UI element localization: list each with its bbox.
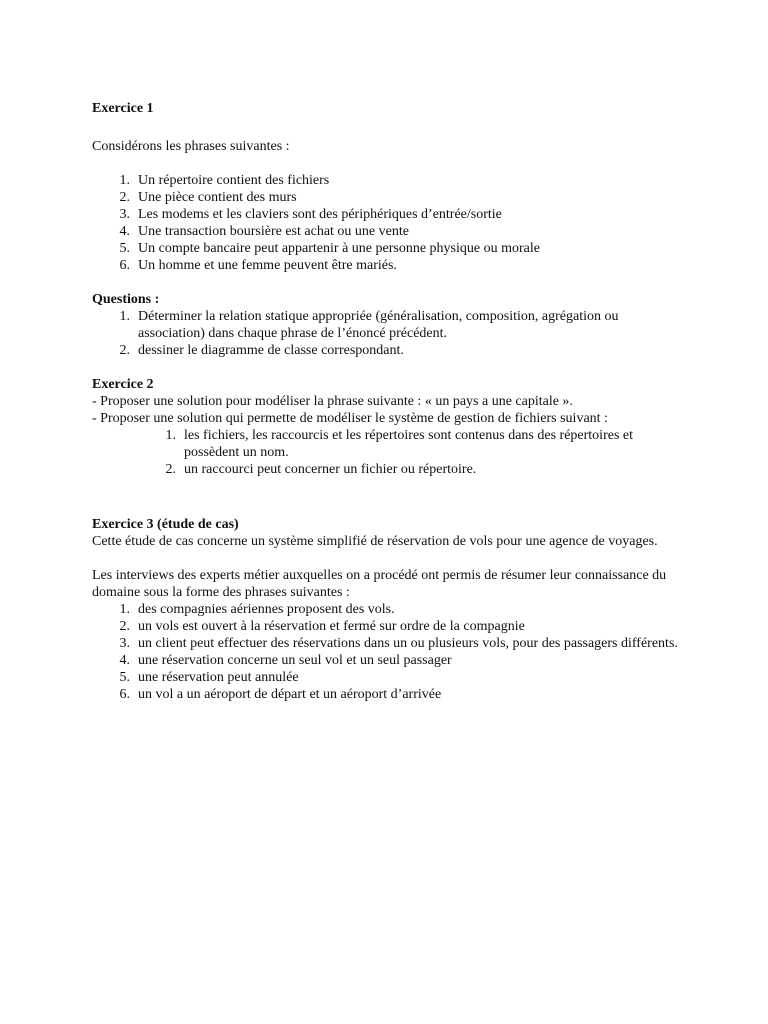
questions-list (92, 308, 682, 359)
list-item: 4. Une transaction boursière est achat ou une vente (119, 224, 409, 239)
list-item: 1. des compagnies aériennes proposent des vols. (119, 602, 395, 617)
list-item: 1. Déterminer la relation statique appropriée (généralisation, composition, agrégation ou association) dans chaque phrase de l’énoncé précédent. (119, 309, 619, 341)
exercise-3-list (92, 601, 682, 703)
document-page (92, 100, 682, 703)
exercise-1-title: Exercice 1 (92, 101, 154, 116)
exercise-1-list (92, 172, 682, 274)
list-item: 2. un raccourci peut concerner un fichier ou répertoire. (165, 462, 477, 477)
list-item: 3. un client peut effectuer des réservations dans un ou plusieurs vols, pour des passagers différents. (119, 636, 678, 651)
list-item: 2. un vols est ouvert à la réservation et fermé sur ordre de la compagnie (119, 619, 525, 634)
list-item: 1. Un répertoire contient des fichiers (119, 173, 330, 188)
list-item: 1. les fichiers, les raccourcis et les répertoires sont contenus dans des répertoires et possèdent un nom. (165, 428, 633, 460)
list-item: 3. Les modems et les claviers sont des périphériques d’entrée/sortie (119, 207, 502, 222)
exercise-2-line-1: - Proposer une solution pour modéliser la phrase suivante : « un pays a une capitale ». (92, 394, 573, 409)
list-item: 4. une réservation concerne un seul vol et un seul passager (119, 653, 452, 668)
list-item: 2. dessiner le diagramme de classe correspondant. (119, 343, 404, 358)
list-item: 5. une réservation peut annulée (119, 670, 299, 685)
list-item: 6. Un homme et une femme peuvent être mariés. (119, 258, 397, 273)
exercise-2-line-2: - Proposer une solution qui permette de modéliser le système de gestion de fichiers suivant : (92, 411, 608, 426)
questions-title: Questions : (92, 292, 160, 307)
list-item: 2. Une pièce contient des murs (119, 190, 297, 205)
exercise-3-paragraph-2: Les interviews des experts métier auxquelles on a procédé ont permis de résumer leur connaissance du domaine sous la forme des phrases suivantes : (92, 568, 667, 600)
exercise-2-list (92, 427, 682, 478)
exercise-3-paragraph-1: Cette étude de cas concerne un système simplifié de réservation de vols pour une agence de voyages. (92, 534, 658, 549)
exercise-3-title: Exercice 3 (étude de cas) (92, 517, 239, 532)
list-item: 5. Un compte bancaire peut appartenir à une personne physique ou morale (119, 241, 540, 256)
exercise-1-intro: Considérons les phrases suivantes : (92, 139, 290, 154)
list-item: 6. un vol a un aéroport de départ et un aéroport d’arrivée (119, 687, 442, 702)
exercise-2-title: Exercice 2 (92, 377, 154, 392)
